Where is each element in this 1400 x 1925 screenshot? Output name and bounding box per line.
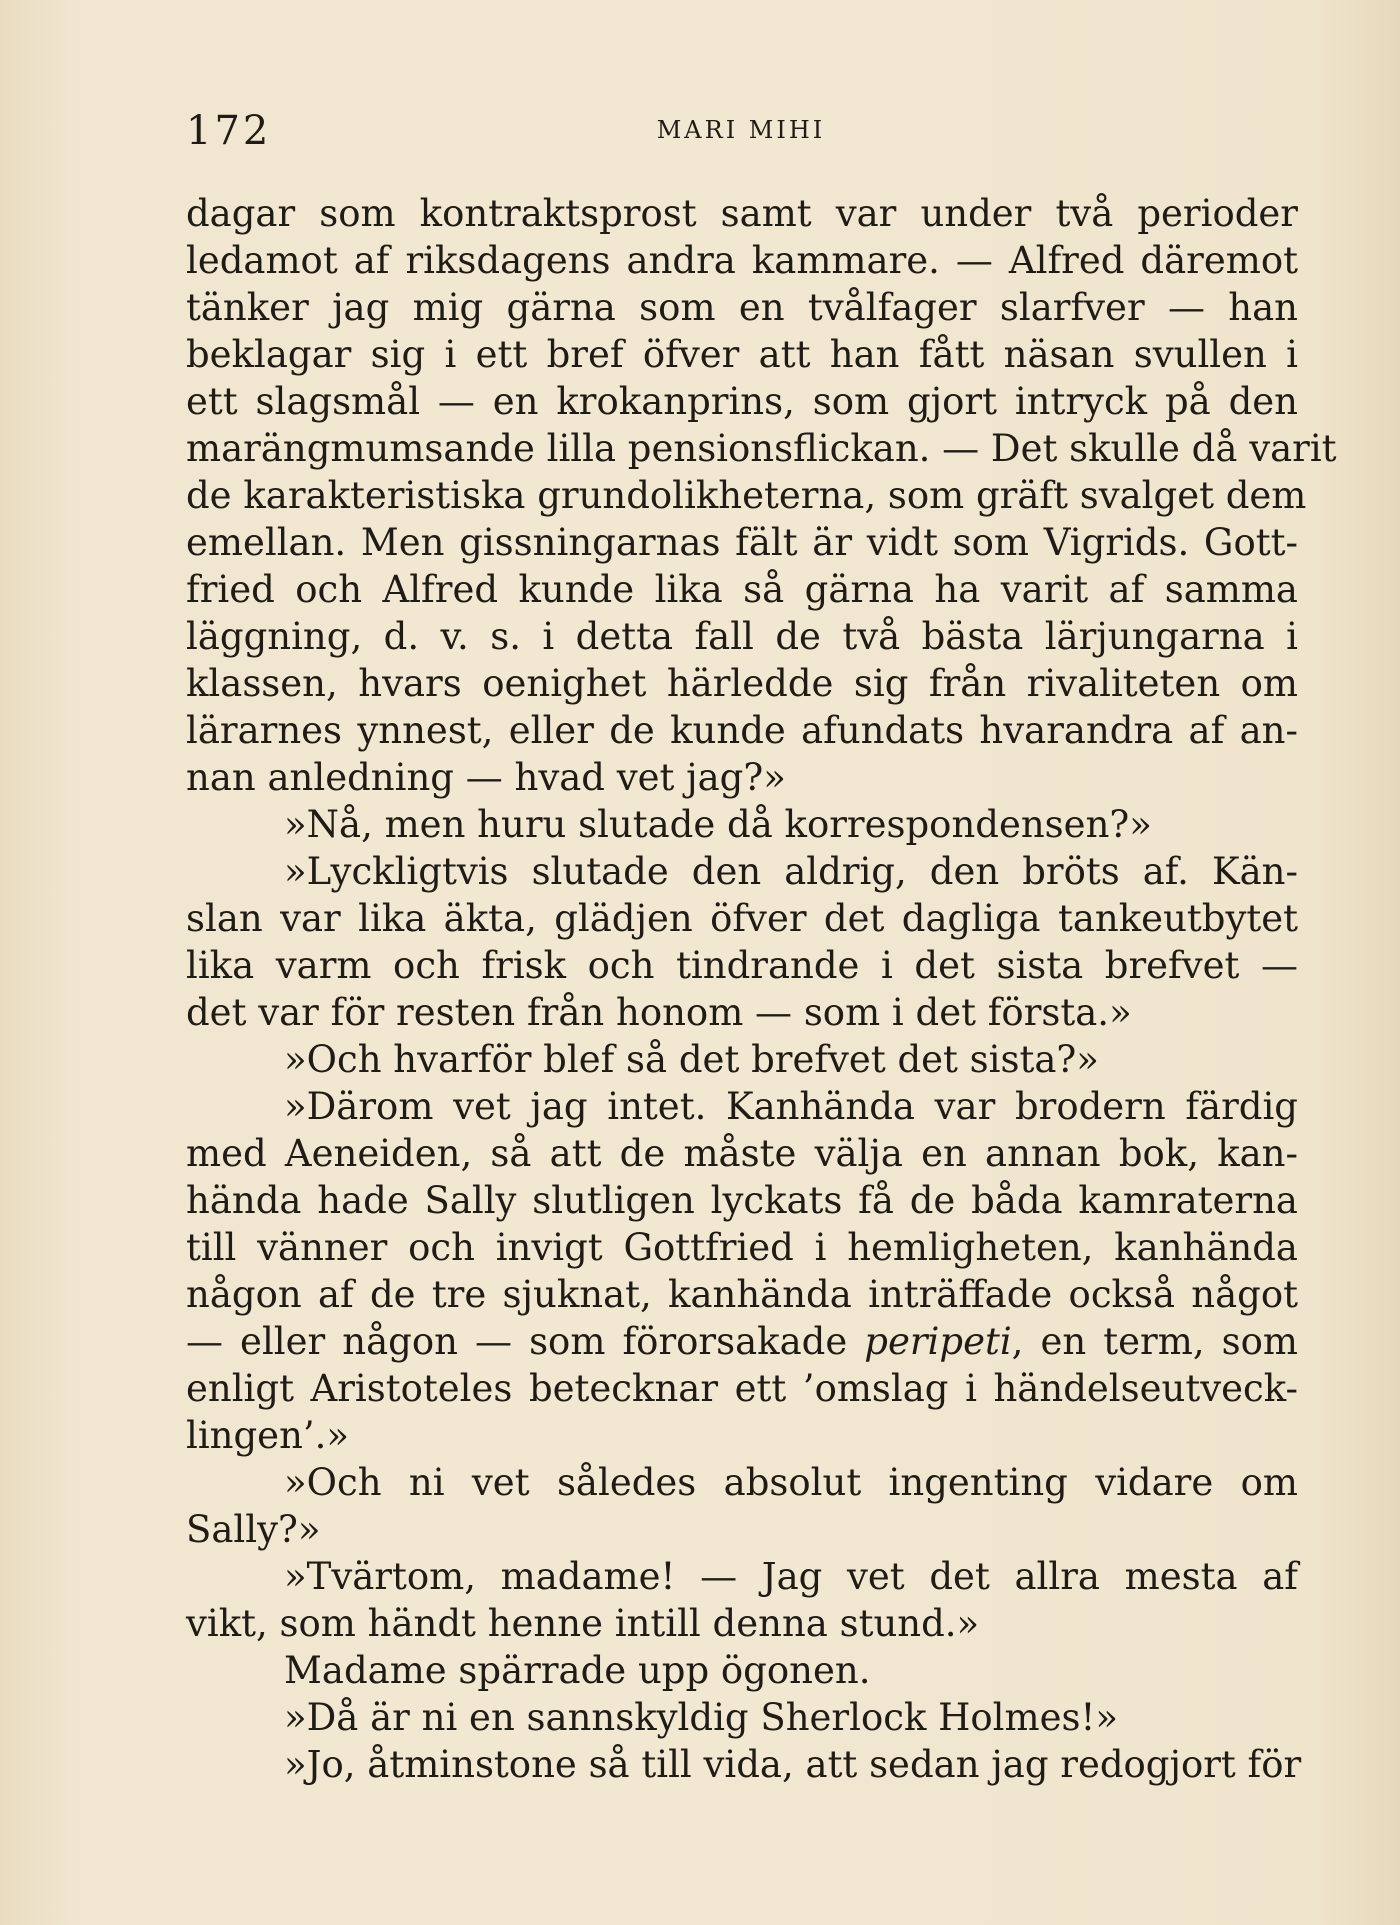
text-line: lika varm och frisk och tindrande i det sista brefvet — bbox=[186, 944, 1298, 987]
text-line: med Aeneiden, så att de måste välja en annan bok, kan- bbox=[186, 1132, 1298, 1175]
text-line: det var för resten från honom — som i det första.» bbox=[186, 991, 1132, 1034]
text-line: enligt Aristoteles betecknar ett ’omslag i händelseutveck- bbox=[186, 1367, 1298, 1410]
text-segment: , en term, som bbox=[1011, 1320, 1298, 1363]
text-line: slan var lika äkta, glädjen öfver det dagliga tankeutbytet bbox=[186, 897, 1298, 940]
text-line: dagar som kontraktsprost samt var under två perioder bbox=[186, 192, 1298, 235]
text-line: »Därom vet jag intet. Kanhända var brodern färdig bbox=[284, 1085, 1298, 1128]
text-line: »Nå, men huru slutade då korrespondensen?» bbox=[284, 803, 1152, 846]
text-line: hända hade Sally slutligen lyckats få de båda kamraterna bbox=[186, 1179, 1298, 1222]
text-line: beklagar sig i ett bref öfver att han fått näsan svullen i bbox=[186, 333, 1298, 376]
page-number: 172 bbox=[186, 108, 272, 154]
text-line: »Jo, åtminstone så till vida, att sedan jag redogjort för bbox=[284, 1743, 1302, 1786]
text-line: vikt, som händt henne intill denna stund.» bbox=[186, 1602, 980, 1645]
text-line: »Och ni vet således absolut ingenting vidare om bbox=[284, 1461, 1298, 1504]
text-line: »Då är ni en sannskyldig Sherlock Holmes!» bbox=[284, 1696, 1118, 1739]
text-line: Sally?» bbox=[186, 1508, 321, 1551]
text-line: läggning, d. v. s. i detta fall de två bästa lärjungarna i bbox=[186, 615, 1298, 658]
text-line: lärarnes ynnest, eller de kunde afundats hvarandra af an- bbox=[186, 709, 1298, 752]
text-line: tänker jag mig gärna som en tvålfager slarfver — han bbox=[186, 286, 1298, 329]
text-line: »Tvärtom, madame! — Jag vet det allra mesta af bbox=[284, 1555, 1298, 1598]
text-line: »Och hvarför blef så det brefvet det sista?» bbox=[284, 1038, 1099, 1081]
text-line bbox=[186, 1318, 1298, 1365]
text-line: nan anledning — hvad vet jag?» bbox=[186, 756, 786, 799]
text-segment: — eller någon — som förorsakade bbox=[186, 1320, 865, 1363]
text-line: emellan. Men gissningarnas fält är vidt som Vigrids. Gott- bbox=[186, 521, 1298, 564]
text-line: Madame spärrade upp ögonen. bbox=[284, 1649, 871, 1692]
running-title: MARI MIHI bbox=[656, 116, 826, 144]
text-line: till vänner och invigt Gottfried i hemligheten, kanhända bbox=[186, 1226, 1298, 1269]
running-head bbox=[186, 108, 1296, 158]
text-line: »Lyckligtvis slutade den aldrig, den bröts af. Kän- bbox=[284, 850, 1298, 893]
text-line: de karakteristiska grundolikheterna, som gräft svalget dem bbox=[186, 474, 1307, 517]
text-line: marängmumsande lilla pensionsflickan. — Det skulle då varit bbox=[186, 427, 1337, 470]
text-line: fried och Alfred kunde lika så gärna ha varit af samma bbox=[186, 568, 1298, 611]
italic-term: peripeti bbox=[864, 1320, 1012, 1363]
text-line: någon af de tre sjuknat, kanhända inträffade också något bbox=[186, 1273, 1298, 1316]
text-line: lingen’.» bbox=[186, 1414, 350, 1457]
text-line: ett slagsmål — en krokanprins, som gjort intryck på den bbox=[186, 380, 1298, 423]
text-line: ledamot af riksdagens andra kammare. — Alfred däremot bbox=[186, 239, 1298, 282]
text-line: klassen, hvars oenighet härledde sig från rivaliteten om bbox=[186, 662, 1298, 705]
body-text bbox=[186, 190, 1337, 1788]
